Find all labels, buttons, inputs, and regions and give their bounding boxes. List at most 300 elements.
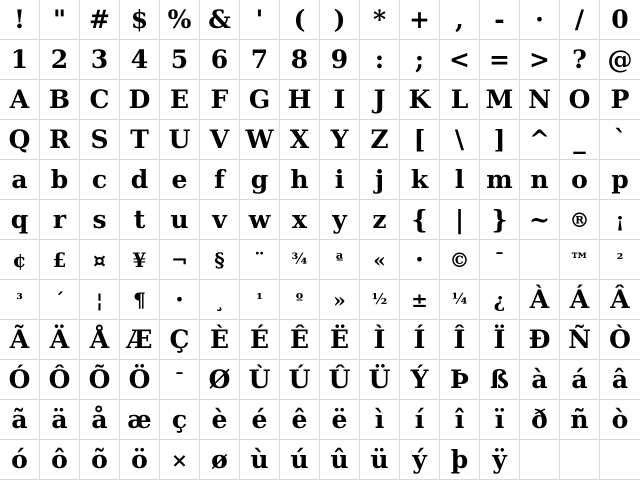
glyph-cell: [40, 40, 80, 80]
glyph-cell: [160, 80, 200, 120]
glyph: K: [408, 85, 431, 114]
glyph-cell: [280, 400, 320, 440]
glyph-cell: [80, 160, 120, 200]
glyph-cell: [40, 120, 80, 160]
glyph: a: [11, 165, 28, 194]
glyph: ·: [175, 285, 184, 314]
glyph-cell: [480, 320, 520, 360]
glyph-cell: [80, 400, 120, 440]
glyph: d: [130, 165, 149, 194]
glyph: ;: [414, 45, 425, 74]
glyph-cell: [400, 40, 440, 80]
glyph: ¾: [291, 250, 308, 268]
glyph: {: [411, 205, 428, 234]
glyph-cell: [120, 400, 160, 440]
glyph-cell: [600, 160, 640, 200]
glyph: ¬: [171, 247, 188, 272]
glyph-cell: [160, 280, 200, 320]
glyph-cell-empty: [560, 440, 600, 480]
glyph-cell: [160, 200, 200, 240]
glyph-cell: [0, 240, 40, 280]
glyph-cell: [600, 40, 640, 80]
glyph: ë: [331, 405, 348, 434]
glyph-cell: [240, 200, 280, 240]
glyph: O: [568, 85, 591, 114]
glyph-cell: [0, 80, 40, 120]
glyph: Á: [569, 285, 590, 314]
glyph: ¤: [93, 247, 106, 272]
glyph: ±: [411, 287, 428, 312]
glyph-cell: [360, 160, 400, 200]
glyph: ã: [11, 405, 28, 434]
glyph-cell: [480, 360, 520, 400]
glyph-cell: [0, 120, 40, 160]
glyph-cell: [240, 400, 280, 440]
glyph: F: [210, 85, 229, 114]
glyph: M: [485, 85, 514, 114]
glyph: Ú: [288, 365, 311, 394]
glyph-cell: [400, 200, 440, 240]
glyph: â: [611, 365, 629, 394]
glyph-cell: [520, 0, 560, 40]
glyph-cell: [80, 120, 120, 160]
glyph-cell: [400, 120, 440, 160]
glyph: S: [90, 125, 109, 154]
glyph: 5: [170, 45, 189, 74]
glyph: 8: [290, 45, 309, 74]
glyph-cell: [440, 160, 480, 200]
glyph-cell: [280, 320, 320, 360]
glyph: ¯: [174, 367, 185, 392]
glyph-cell: [560, 240, 600, 280]
glyph-cell: [560, 0, 600, 40]
glyph-cell: [400, 360, 440, 400]
glyph-cell: [480, 280, 520, 320]
glyph: Ö: [128, 365, 151, 394]
glyph-cell: [600, 240, 640, 280]
glyph: <: [449, 45, 470, 74]
glyph: +: [409, 5, 430, 34]
glyph: Ç: [169, 325, 190, 354]
glyph: ¯: [494, 247, 505, 272]
glyph-cell-empty: [520, 440, 560, 480]
glyph: V: [209, 125, 230, 154]
glyph-cell: [0, 0, 40, 40]
glyph: P: [610, 85, 630, 114]
glyph-cell: [520, 360, 560, 400]
glyph: è: [211, 405, 228, 434]
glyph: ú: [290, 445, 309, 474]
glyph: h: [290, 165, 309, 194]
glyph-cell: [280, 40, 320, 80]
glyph-cell: [480, 240, 520, 280]
glyph-cell: [80, 0, 120, 40]
glyph-cell: [480, 80, 520, 120]
glyph: \: [454, 125, 465, 154]
glyph: @: [607, 45, 633, 74]
glyph-cell: [520, 160, 560, 200]
glyph-cell: [520, 240, 560, 280]
glyph: b: [50, 165, 69, 194]
glyph: f: [214, 165, 225, 194]
glyph-cell: [280, 80, 320, 120]
glyph: |: [454, 205, 465, 234]
glyph-cell: [360, 0, 400, 40]
glyph: R: [49, 125, 70, 154]
glyph: Õ: [88, 365, 111, 394]
glyph: Å: [89, 325, 110, 354]
glyph: !: [14, 5, 25, 34]
glyph: ï: [494, 405, 505, 434]
glyph-cell: [200, 40, 240, 80]
glyph-cell: [240, 80, 280, 120]
glyph-cell: [400, 320, 440, 360]
glyph: `: [613, 125, 627, 154]
glyph-cell: [320, 200, 360, 240]
glyph-cell: [120, 0, 160, 40]
glyph: ð: [531, 405, 548, 434]
glyph: J: [373, 85, 386, 114]
glyph: Q: [8, 125, 31, 154]
glyph: ²: [616, 250, 624, 268]
glyph: T: [130, 125, 149, 154]
glyph-cell: [600, 400, 640, 440]
glyph-cell: [480, 160, 520, 200]
glyph: H: [287, 85, 312, 114]
glyph: L: [450, 85, 469, 114]
glyph: 9: [330, 45, 349, 74]
glyph-cell: [560, 400, 600, 440]
glyph: 0: [611, 5, 629, 34]
glyph-cell: [360, 320, 400, 360]
glyph-cell: [400, 280, 440, 320]
glyph-cell: [120, 120, 160, 160]
glyph-cell: [600, 120, 640, 160]
glyph-cell: [480, 0, 520, 40]
glyph-cell: [360, 200, 400, 240]
glyph-cell: [560, 320, 600, 360]
glyph: r: [52, 205, 67, 234]
glyph: Z: [370, 125, 389, 154]
glyph-cell: [440, 120, 480, 160]
glyph: Î: [453, 325, 466, 354]
glyph: ®: [569, 207, 590, 232]
glyph: þ: [450, 445, 469, 474]
glyph-cell: [360, 360, 400, 400]
glyph-cell: [200, 240, 240, 280]
glyph-cell: [240, 0, 280, 40]
glyph: ·: [415, 245, 424, 274]
glyph-cell: [40, 320, 80, 360]
glyph-cell: [40, 360, 80, 400]
glyph-cell: [560, 360, 600, 400]
glyph: }: [491, 205, 508, 234]
glyph-cell: [200, 160, 240, 200]
glyph: à: [531, 365, 548, 394]
glyph-cell: [80, 40, 120, 80]
glyph-cell: [480, 440, 520, 480]
glyph: ø: [211, 445, 228, 474]
glyph: &: [208, 5, 231, 34]
glyph: ¼: [451, 290, 468, 308]
glyph: X: [289, 125, 310, 154]
glyph-cell-empty: [600, 440, 640, 480]
glyph-cell: [40, 280, 80, 320]
glyph-cell: [360, 80, 400, 120]
glyph-cell: [320, 160, 360, 200]
glyph-cell: [360, 120, 400, 160]
glyph-cell: [240, 40, 280, 80]
glyph: º: [295, 290, 304, 308]
glyph-cell: [320, 280, 360, 320]
glyph: D: [128, 85, 151, 114]
glyph: ¸: [214, 287, 225, 312]
glyph: e: [171, 165, 188, 194]
glyph-cell: [0, 160, 40, 200]
glyph: Ó: [8, 365, 31, 394]
glyph-cell: [560, 200, 600, 240]
glyph: m: [486, 165, 513, 194]
glyph: c: [91, 165, 108, 194]
glyph-cell: [520, 320, 560, 360]
glyph-cell: [560, 160, 600, 200]
glyph-cell: [600, 360, 640, 400]
glyph: Ô: [48, 365, 71, 394]
glyph-cell: [120, 320, 160, 360]
glyph-cell: [80, 200, 120, 240]
glyph-cell: [560, 40, 600, 80]
glyph: ä: [51, 405, 68, 434]
glyph-cell: [40, 0, 80, 40]
glyph-cell: [160, 240, 200, 280]
glyph: Ð: [528, 325, 551, 354]
glyph-cell: [240, 360, 280, 400]
glyph: ê: [291, 405, 308, 434]
glyph-cell: [280, 120, 320, 160]
glyph: á: [571, 365, 588, 394]
glyph-cell: [440, 280, 480, 320]
glyph-cell: [240, 240, 280, 280]
glyph: ù: [250, 445, 269, 474]
glyph: g: [250, 165, 269, 194]
glyph-cell: [40, 200, 80, 240]
glyph-cell: [160, 400, 200, 440]
glyph-cell: [120, 240, 160, 280]
glyph-cell: [80, 320, 120, 360]
glyph: À: [529, 285, 550, 314]
glyph: ": [52, 5, 67, 34]
glyph: p: [611, 165, 629, 194]
glyph-cell: [200, 280, 240, 320]
glyph-cell: [80, 440, 120, 480]
glyph-cell: [120, 360, 160, 400]
glyph: ñ: [570, 405, 589, 434]
glyph-cell: [400, 160, 440, 200]
glyph: Ù: [248, 365, 271, 394]
glyph: 6: [210, 45, 229, 74]
glyph-cell: [400, 440, 440, 480]
glyph-cell: [400, 240, 440, 280]
glyph: -: [494, 5, 505, 34]
glyph: Ä: [49, 325, 70, 354]
glyph-cell: [280, 160, 320, 200]
glyph: É: [249, 325, 270, 354]
glyph: Ø: [208, 365, 231, 394]
glyph: q: [10, 205, 29, 234]
glyph-cell: [200, 120, 240, 160]
glyph-cell: [120, 160, 160, 200]
glyph: 3: [90, 45, 109, 74]
glyph-cell: [240, 120, 280, 160]
glyph: N: [528, 85, 551, 114]
glyph-cell: [200, 360, 240, 400]
glyph: ý: [412, 445, 427, 474]
glyph-cell: [440, 240, 480, 280]
glyph-cell: [480, 120, 520, 160]
glyph: ×: [171, 447, 188, 472]
glyph: ': [255, 5, 264, 34]
glyph: >: [529, 45, 550, 74]
glyph: Ì: [373, 325, 386, 354]
glyph: z: [372, 205, 387, 234]
glyph-cell: [120, 40, 160, 80]
glyph: ~: [529, 205, 550, 234]
glyph-cell: [480, 200, 520, 240]
glyph-cell: [120, 80, 160, 120]
glyph: ª: [335, 250, 344, 268]
glyph: ß: [490, 365, 509, 394]
glyph: s: [92, 205, 107, 234]
glyph: ,: [455, 5, 464, 34]
glyph: (: [293, 5, 306, 34]
glyph-cell: [480, 400, 520, 440]
glyph: õ: [91, 445, 108, 474]
glyph: ¶: [133, 287, 146, 312]
glyph-cell: [120, 280, 160, 320]
glyph: 1: [10, 45, 29, 74]
glyph: Þ: [450, 365, 469, 394]
glyph-cell: [400, 400, 440, 440]
glyph-cell: [600, 0, 640, 40]
glyph: ç: [171, 405, 188, 434]
glyph: Ê: [289, 325, 310, 354]
glyph-cell: [400, 80, 440, 120]
glyph: ü: [370, 445, 389, 474]
glyph-cell: [40, 80, 80, 120]
glyph-cell: [120, 440, 160, 480]
glyph: ©: [449, 247, 470, 272]
glyph: x: [292, 205, 307, 234]
glyph: ^: [529, 125, 550, 154]
glyph: ½: [371, 290, 388, 308]
glyph-cell: [80, 360, 120, 400]
glyph-cell: [280, 200, 320, 240]
glyph-cell: [360, 280, 400, 320]
glyph: C: [89, 85, 110, 114]
glyph-cell: [160, 0, 200, 40]
glyph: $: [130, 5, 149, 34]
glyph: ¿: [493, 287, 506, 312]
glyph: Ë: [329, 325, 350, 354]
glyph: í: [414, 405, 425, 434]
glyph-cell: [0, 280, 40, 320]
glyph-cell: [600, 280, 640, 320]
glyph-cell: [200, 200, 240, 240]
glyph-cell: [520, 280, 560, 320]
glyph-cell: [200, 320, 240, 360]
glyph: j: [374, 165, 385, 194]
glyph-cell: [280, 440, 320, 480]
glyph: ¡: [615, 207, 625, 232]
glyph-cell: [320, 400, 360, 440]
glyph-cell: [600, 200, 640, 240]
glyph-cell: [200, 440, 240, 480]
glyph-cell: [160, 160, 200, 200]
glyph: ): [333, 5, 346, 34]
glyph-cell: [40, 160, 80, 200]
glyph-cell: [320, 360, 360, 400]
glyph-cell: [480, 40, 520, 80]
glyph-cell: [240, 160, 280, 200]
glyph-cell: [520, 40, 560, 80]
glyph-cell: [120, 200, 160, 240]
glyph-cell: [240, 280, 280, 320]
glyph-cell: [40, 440, 80, 480]
glyph-cell: [0, 440, 40, 480]
glyph: ·: [535, 5, 544, 34]
glyph: u: [170, 205, 189, 234]
glyph-cell: [560, 120, 600, 160]
glyph: k: [410, 165, 429, 194]
glyph: Â: [610, 285, 630, 314]
glyph: Ü: [368, 365, 391, 394]
glyph: î: [454, 405, 465, 434]
glyph: ì: [374, 405, 385, 434]
glyph: Ã: [9, 325, 30, 354]
glyph-cell: [440, 400, 480, 440]
glyph: ò: [611, 405, 629, 434]
glyph: I: [333, 85, 346, 114]
glyph-cell: [200, 0, 240, 40]
glyph: ?: [572, 45, 587, 74]
glyph: *: [372, 5, 387, 34]
glyph-cell: [0, 200, 40, 240]
glyph-cell: [440, 40, 480, 80]
glyph-cell: [240, 320, 280, 360]
glyph-cell: [160, 360, 200, 400]
glyph: /: [574, 5, 585, 34]
glyph-cell: [200, 80, 240, 120]
glyph: n: [530, 165, 549, 194]
glyph: ¦: [95, 287, 104, 312]
glyph-cell: [160, 440, 200, 480]
glyph: Û: [328, 365, 351, 394]
glyph-cell: [280, 0, 320, 40]
glyph: û: [330, 445, 349, 474]
glyph-cell: [320, 80, 360, 120]
glyph-cell: [160, 320, 200, 360]
glyph-cell: [0, 40, 40, 80]
glyph: 7: [250, 45, 269, 74]
glyph-cell: [280, 280, 320, 320]
glyph: §: [214, 247, 225, 272]
glyph: =: [489, 45, 510, 74]
glyph: ™: [569, 247, 590, 272]
glyph: ó: [11, 445, 28, 474]
glyph: Ï: [493, 325, 506, 354]
glyph-cell: [200, 400, 240, 440]
glyph-cell: [520, 400, 560, 440]
